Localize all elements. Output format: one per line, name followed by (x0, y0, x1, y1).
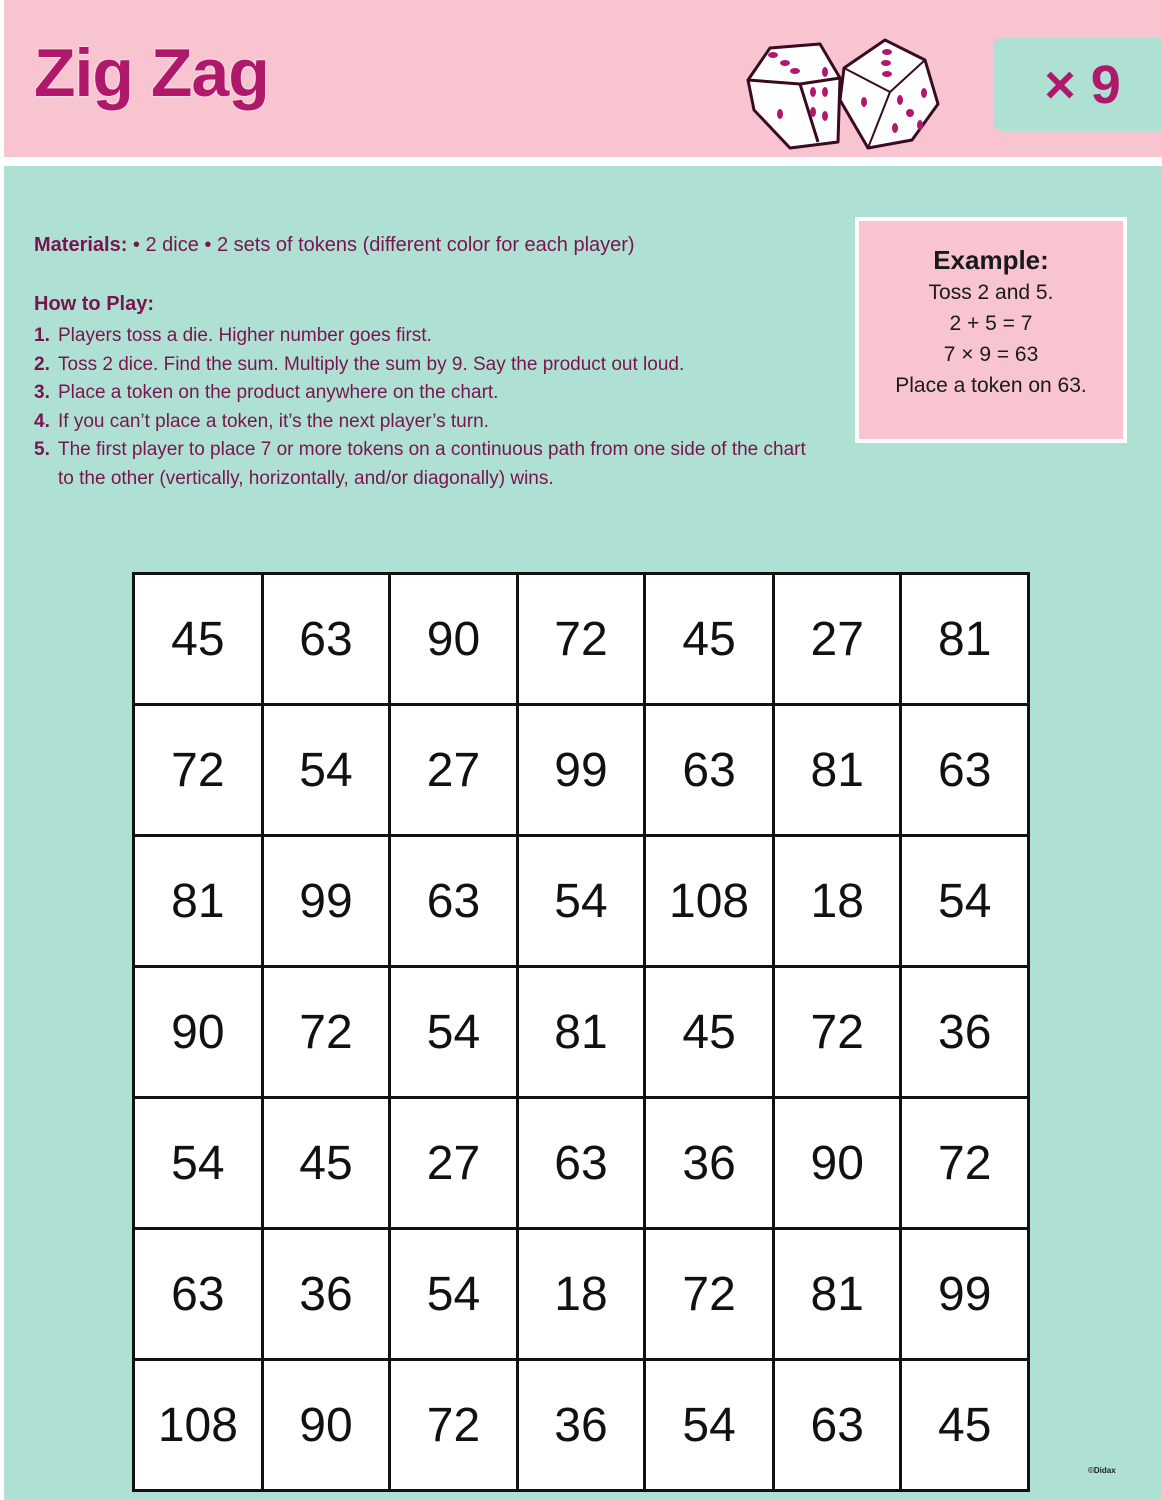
materials-text: • 2 dice • 2 sets of tokens (different color for each player) (127, 234, 635, 256)
rule-item: 5. The first player to place 7 or more tokens on a continuous path from one side of the chart to the other (vertically, horizontally, and/or diagonally) wins. (34, 439, 806, 489)
board-cell[interactable]: 63 (517, 1098, 644, 1229)
board-cell[interactable]: 45 (134, 574, 263, 705)
board-cell[interactable]: 99 (262, 836, 389, 967)
board-cell[interactable]: 63 (262, 574, 389, 705)
how-to-play-title: How to Play: (34, 293, 155, 315)
board-cell[interactable]: 81 (773, 705, 900, 836)
board-cell[interactable]: 36 (262, 1229, 389, 1360)
board-cell[interactable]: 54 (390, 1229, 517, 1360)
copyright-notice: ©Didax (1088, 1466, 1116, 1475)
board-cell[interactable]: 72 (901, 1098, 1029, 1229)
rule-item: 1. Players toss a die. Higher number goes first. (34, 325, 432, 346)
materials-line (34, 234, 635, 257)
board-cell[interactable]: 72 (390, 1360, 517, 1491)
board-cell[interactable]: 54 (390, 967, 517, 1098)
board-cell[interactable]: 81 (901, 574, 1029, 705)
two-dice-icon (740, 30, 950, 160)
rule-item: 2. Toss 2 dice. Find the sum. Multiply the sum by 9. Say the product out loud. (34, 353, 685, 375)
board-cell[interactable]: 54 (645, 1360, 774, 1491)
board-cell[interactable]: 108 (645, 836, 774, 967)
board-cell[interactable]: 72 (134, 705, 263, 836)
board-cell[interactable]: 108 (134, 1360, 263, 1491)
example-box (855, 217, 1127, 443)
board-row (134, 574, 1029, 705)
board-row (134, 1360, 1029, 1491)
board-cell[interactable]: 99 (901, 1229, 1029, 1360)
board-cell[interactable]: 54 (517, 836, 644, 967)
game-board (132, 572, 1030, 1492)
board-cell[interactable]: 72 (645, 1229, 774, 1360)
board-cell[interactable]: 63 (134, 1229, 263, 1360)
example-title: Example: (933, 245, 1049, 275)
board-cell[interactable]: 90 (134, 967, 263, 1098)
board-cell[interactable]: 90 (262, 1360, 389, 1491)
board-cell[interactable]: 27 (390, 705, 517, 836)
board-cell[interactable]: 90 (390, 574, 517, 705)
board-cell[interactable]: 36 (517, 1360, 644, 1491)
board-row (134, 967, 1029, 1098)
rule-item: 4. If you can’t place a token, it’s the next player’s turn. (34, 410, 489, 432)
rule-item: 3. Place a token on the product anywhere on the chart. (34, 382, 499, 403)
materials-label: Materials: (34, 234, 128, 256)
board-cell[interactable]: 27 (773, 574, 900, 705)
rules-list (34, 322, 814, 493)
board-cell[interactable]: 81 (134, 836, 263, 967)
board-cell[interactable]: 63 (773, 1360, 900, 1491)
board-cell[interactable]: 45 (901, 1360, 1029, 1491)
example-line: 2 + 5 = 7 (949, 312, 1033, 335)
page-title: Zig Zag (34, 35, 269, 111)
board-cell[interactable]: 81 (517, 967, 644, 1098)
board-cell[interactable]: 45 (645, 574, 774, 705)
board-cell[interactable]: 54 (901, 836, 1029, 967)
board-cell[interactable]: 63 (901, 705, 1029, 836)
board-cell[interactable]: 18 (517, 1229, 644, 1360)
board-cell[interactable]: 81 (773, 1229, 900, 1360)
board-cell[interactable]: 99 (517, 705, 644, 836)
board-cell[interactable]: 36 (901, 967, 1029, 1098)
board-cell[interactable]: 72 (262, 967, 389, 1098)
board-cell[interactable]: 45 (645, 967, 774, 1098)
multiplier-badge: × 9 (993, 38, 1162, 131)
board-cell[interactable]: 54 (262, 705, 389, 836)
board-row (134, 1098, 1029, 1229)
board-row (134, 705, 1029, 836)
board-cell[interactable]: 72 (773, 967, 900, 1098)
board-cell[interactable]: 63 (645, 705, 774, 836)
board-cell[interactable]: 54 (134, 1098, 263, 1229)
board-row (134, 1229, 1029, 1360)
board-cell[interactable]: 36 (645, 1098, 774, 1229)
board-cell[interactable]: 63 (390, 836, 517, 967)
example-line: Toss 2 and 5. (928, 281, 1054, 304)
board-cell[interactable]: 72 (517, 574, 644, 705)
board-cell[interactable]: 90 (773, 1098, 900, 1229)
example-line: Place a token on 63. (895, 374, 1087, 397)
board-cell[interactable]: 27 (390, 1098, 517, 1229)
board-cell[interactable]: 45 (262, 1098, 389, 1229)
board-cell[interactable]: 18 (773, 836, 900, 967)
example-line: 7 × 9 = 63 (943, 343, 1039, 366)
board-row (134, 836, 1029, 967)
